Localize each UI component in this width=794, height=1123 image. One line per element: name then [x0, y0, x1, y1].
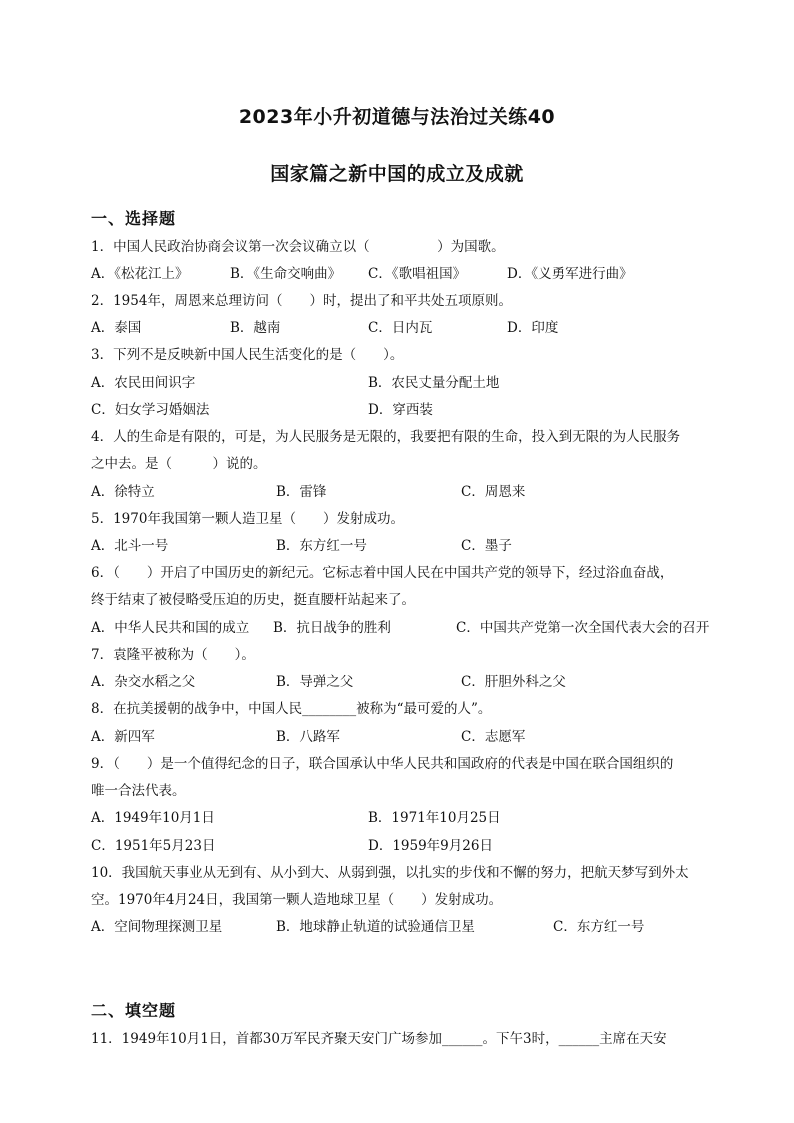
- section-fill-heading: 二、填空题: [91, 1001, 177, 1020]
- question-10-stem-line-2: 空。1970年4月24日，我国第一颗人造地球卫星（ ）发射成功。: [91, 892, 503, 908]
- question-6-stem-line-1: 6．（ ）开启了中国历史的新纪元。它标志着中国人民在中国共产党的领导下，经过浴血奋战，: [91, 565, 674, 581]
- question-2-option-a: A．泰国: [91, 320, 142, 336]
- question-6-stem-line-2: 终于结束了被侵略受压迫的历史，挺直腰杆站起来了。: [91, 592, 415, 608]
- question-2-stem: 2．1954年，周恩来总理访问（ ）时，提出了和平共处五项原则。: [91, 293, 512, 309]
- question-6-option-b: B．抗日战争的胜利: [273, 620, 391, 636]
- question-1-stem: 1．中国人民政治协商会议第一次会议确立以（ ）为国歌。: [91, 239, 505, 255]
- question-10-option-c: C．东方红一号: [553, 919, 645, 935]
- question-9-stem-line-1: 9．（ ）是一个值得纪念的日子，联合国承认中华人民共和国政府的代表是中国在联合国组织的: [91, 756, 674, 772]
- question-1-option-b: B．《生命交响曲》: [230, 266, 342, 282]
- question-7-option-c: C．肝胆外科之父: [461, 674, 566, 690]
- question-8-option-a: A．新四军: [91, 729, 155, 745]
- question-5-option-c: C．墨子: [461, 538, 512, 554]
- question-6-option-a: A．中华人民共和国的成立: [91, 620, 250, 636]
- question-8-option-c: C．志愿军: [461, 729, 526, 745]
- question-2-option-c: C．日内瓦: [368, 320, 433, 336]
- question-9-option-d: D．1959年9月26日: [368, 838, 493, 854]
- page-title: 2023年小升初道德与法治过关练40: [238, 106, 556, 128]
- question-9-option-a: A．1949年10月1日: [91, 810, 215, 826]
- question-9-stem-line-2: 唯一合法代表。: [91, 783, 186, 799]
- question-9-option-c: C．1951年5月23日: [91, 838, 216, 854]
- question-8-option-b: B．八路军: [276, 729, 340, 745]
- question-7-option-a: A．杂交水稻之父: [91, 674, 196, 690]
- question-3-option-d: D．穿西装: [368, 402, 433, 418]
- question-1-option-a: A．《松花江上》: [91, 266, 189, 282]
- question-7-option-b: B．导弹之父: [276, 674, 354, 690]
- question-10-stem-line-1: 10．我国航天事业从无到有、从小到大、从弱到强，以扎实的步伐和不懈的努力，把航天梦写到外太: [91, 865, 689, 881]
- question-5-option-b: B．东方红一号: [276, 538, 367, 554]
- question-1-option-d: D．《义勇军进行曲》: [507, 266, 633, 282]
- question-4-stem-line-2: 之中去。是（ ）说的。: [91, 456, 267, 472]
- question-3-option-c: C．妇女学习婚姻法: [91, 402, 210, 418]
- question-7-stem: 7．袁隆平被称为（ ）。: [91, 647, 255, 663]
- question-9-option-b: B．1971年10月25日: [368, 810, 501, 826]
- question-3-option-a: A．农民田间识字: [91, 375, 196, 391]
- section-choice-heading: 一、选择题: [91, 209, 177, 228]
- question-11-stem: 11．1949年10月1日，首都30万军民齐聚天安门广场参加______。下午3时，______主席在天安: [91, 1031, 667, 1047]
- question-3-option-b: B．农民丈量分配土地: [368, 375, 500, 391]
- question-10-option-b: B．地球静止轨道的试验通信卫星: [276, 919, 475, 935]
- question-3-stem: 3．下列不是反映新中国人民生活变化的是（ ）。: [91, 347, 404, 363]
- question-4-option-a: A．徐特立: [91, 484, 155, 500]
- question-5-option-a: A．北斗一号: [91, 538, 169, 554]
- question-2-option-b: B．越南: [230, 320, 281, 336]
- page-subtitle: 国家篇之新中国的成立及成就: [270, 163, 524, 185]
- question-8-stem: 8．在抗美援朝的战争中，中国人民________被称为“最可爱的人”。: [91, 701, 492, 717]
- question-5-stem: 5．1970年我国第一颗人造卫星（ ）发射成功。: [91, 511, 404, 527]
- question-1-option-c: C．《歌唱祖国》: [368, 266, 467, 282]
- question-4-option-b: B．雷锋: [276, 484, 327, 500]
- question-10-option-a: A．空间物理探测卫星: [91, 919, 223, 935]
- question-2-option-d: D．印度: [507, 320, 559, 336]
- question-6-option-c: C．中国共产党第一次全国代表大会的召开: [456, 620, 710, 636]
- question-4-stem-line-1: 4．人的生命是有限的，可是，为人民服务是无限的，我要把有限的生命，投入到无限的为人民服务: [91, 429, 681, 445]
- question-4-option-c: C．周恩来: [461, 484, 526, 500]
